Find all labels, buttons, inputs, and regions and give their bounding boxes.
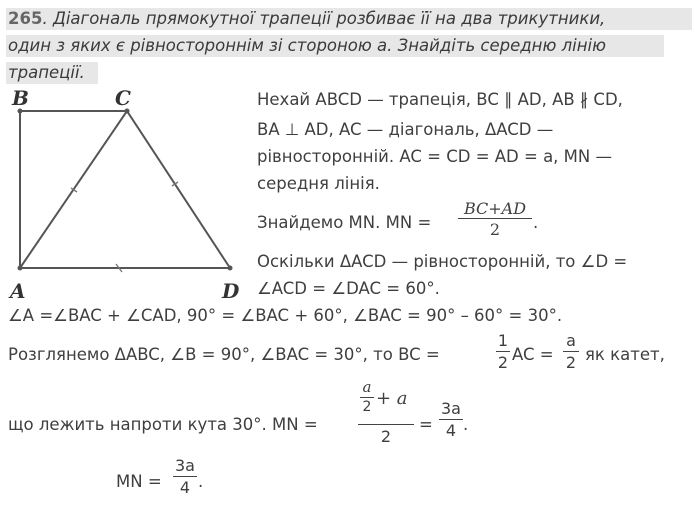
trapezoid-figure <box>0 90 250 290</box>
vertex-label-b: B <box>12 86 29 110</box>
solution-line-6: Оскільки ΔACD — рівносторонній, то ∠D = <box>257 252 628 271</box>
vertex-label-d: D <box>222 279 240 303</box>
solution-line-9-suffix: як катет, <box>585 345 665 364</box>
fraction-one-half-numerator: 1 <box>497 331 509 350</box>
fraction-complex-denominator: 2 <box>380 427 392 446</box>
fraction-3a-4-final-denominator: 4 <box>179 478 191 497</box>
fraction-one-half-denominator: 2 <box>497 353 509 372</box>
solution-line-10-prefix: що лежить напроти кута 30°. MN = <box>8 415 318 434</box>
fraction-a-half <box>563 331 579 374</box>
solution-line-2: BA ⊥ AD, AC — діагональ, ΔACD — <box>257 120 554 139</box>
solution-line-5-prefix: Знайдемо MN. MN = <box>257 213 432 232</box>
solution-line-8: ∠A =∠BAC + ∠CAD, 90° = ∠BAC + 60°, ∠BAC = 90° – 60° = 30°. <box>8 306 563 325</box>
fraction-a-half-denominator: 2 <box>565 353 577 372</box>
fraction-complex-plus-a: + a <box>376 388 408 409</box>
solution-line-3: рівносторонній. AC = CD = AD = a, MN — <box>257 147 612 166</box>
solution-line-5-suffix: . <box>533 213 539 232</box>
fraction-complex <box>358 378 414 449</box>
fraction-3a-4-final-numerator: 3a <box>175 456 195 475</box>
period: . <box>463 415 469 434</box>
point-d <box>228 266 233 271</box>
fraction-a-half-numerator: a <box>566 331 576 350</box>
fraction-3a-4-denominator: 4 <box>445 421 457 440</box>
fraction-3a-4 <box>439 399 463 442</box>
inner-fraction-denominator: 2 <box>362 399 372 415</box>
problem-number: 265 <box>8 9 43 28</box>
problem-line-1 <box>8 5 605 32</box>
problem-text-1: . Діагональ прямокутної трапеції розбиває її на два трикутники, <box>42 9 606 28</box>
vertex-label-c: C <box>115 86 131 110</box>
point-a <box>18 266 23 271</box>
fraction-bc-ad-numerator: BC+AD <box>463 199 527 218</box>
final-period: . <box>198 472 204 491</box>
fraction-one-half <box>496 331 510 374</box>
solution-line-4: середня лінія. <box>257 174 380 193</box>
fraction-3a-4-final <box>173 456 197 499</box>
fraction-bc-ad-denominator: 2 <box>489 220 501 239</box>
solution-line-9-mid: AC = <box>512 345 554 364</box>
solution-line-9-prefix: Розглянемо ΔABC, ∠B = 90°, ∠BAC = 30°, то BC = <box>8 345 440 364</box>
fraction-3a-4-numerator: 3a <box>441 399 461 418</box>
problem-line-2: один з яких є рівностороннім зі стороною а. Знайдіть середню лінію <box>8 36 606 55</box>
solution-line-11-prefix: MN = <box>116 472 162 491</box>
vertex-label-a: A <box>10 279 26 303</box>
inner-fraction-numerator: a <box>362 378 372 396</box>
trapezoid-outline <box>20 111 230 268</box>
fraction-bc-ad <box>458 199 532 240</box>
solution-line-1: Нехай ABCD — трапеція, BC ∥ AD, AB ∦ CD, <box>257 90 623 109</box>
equals-sign: = <box>419 415 433 434</box>
fraction-complex-numerator <box>358 378 414 422</box>
solution-line-7: ∠ACD = ∠DAC = 60°. <box>257 279 440 298</box>
problem-line-3: трапеції. <box>8 63 85 82</box>
